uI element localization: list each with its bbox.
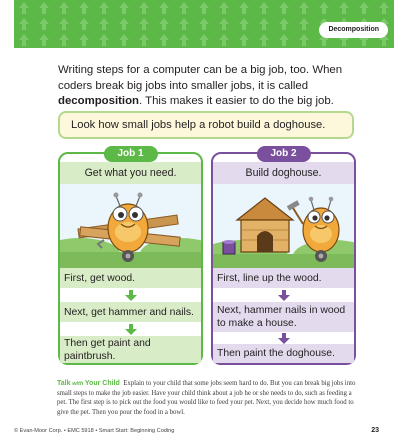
intro-text-2: . This makes it easier to do the big job. (139, 95, 334, 107)
parent-note-title-your-child: Your Child (84, 380, 120, 387)
page-number: 23 (371, 427, 379, 434)
job-1-label: Job 1 (103, 146, 157, 162)
job-1-step-1: First, get wood. (60, 268, 201, 288)
callout-box: Look how small jobs help a robot build a doghouse. (58, 111, 354, 139)
header-banner (14, 0, 394, 48)
job-1-heading: Get what you need. (60, 162, 201, 184)
job-1-panel (58, 148, 203, 365)
intro-paragraph (58, 63, 358, 110)
job-1-step-3: Then get paint and paintbrush. (60, 336, 201, 363)
intro-keyword: decomposition (58, 95, 140, 107)
parent-note-title-with: with (72, 381, 84, 387)
parent-note (57, 379, 359, 417)
intro-text-1: Writing steps for a computer can be a big job, too. When coders break big jobs into smaller jobs, it is called (58, 64, 343, 92)
job-2-heading: Build doghouse. (213, 162, 354, 184)
parent-note-title-talk: Talk (57, 380, 71, 387)
job-1-step-2: Next, get hammer and nails. (60, 302, 201, 322)
job-2-panel (211, 148, 356, 365)
parent-note-text: Explain to your child that some jobs seem hard to do. But you can break big jobs into small steps to make the job easier. Have your child think about a job he or she needs to do, such as feeding a pet. The first step is to pick out the food you would like to feed your pet. Next, you decide how much food to give the pet. Then you pour the food in a bowl. (57, 380, 356, 416)
job-2-step-3: Then paint the doghouse. (213, 344, 354, 363)
robot-carrying-wood-illustration (60, 184, 201, 268)
job-2-label: Job 2 (256, 146, 310, 162)
robot-building-doghouse-illustration (213, 184, 354, 268)
job-2-step-1: First, line up the wood. (213, 268, 354, 288)
job-2-step-2: Next, hammer nails in wood to make a house. (213, 302, 354, 332)
footer-credit: © Evan-Moor Corp. • EMC 5918 • Smart Start: Beginning Coding (14, 428, 175, 434)
topic-tab: Decomposition (319, 22, 388, 38)
